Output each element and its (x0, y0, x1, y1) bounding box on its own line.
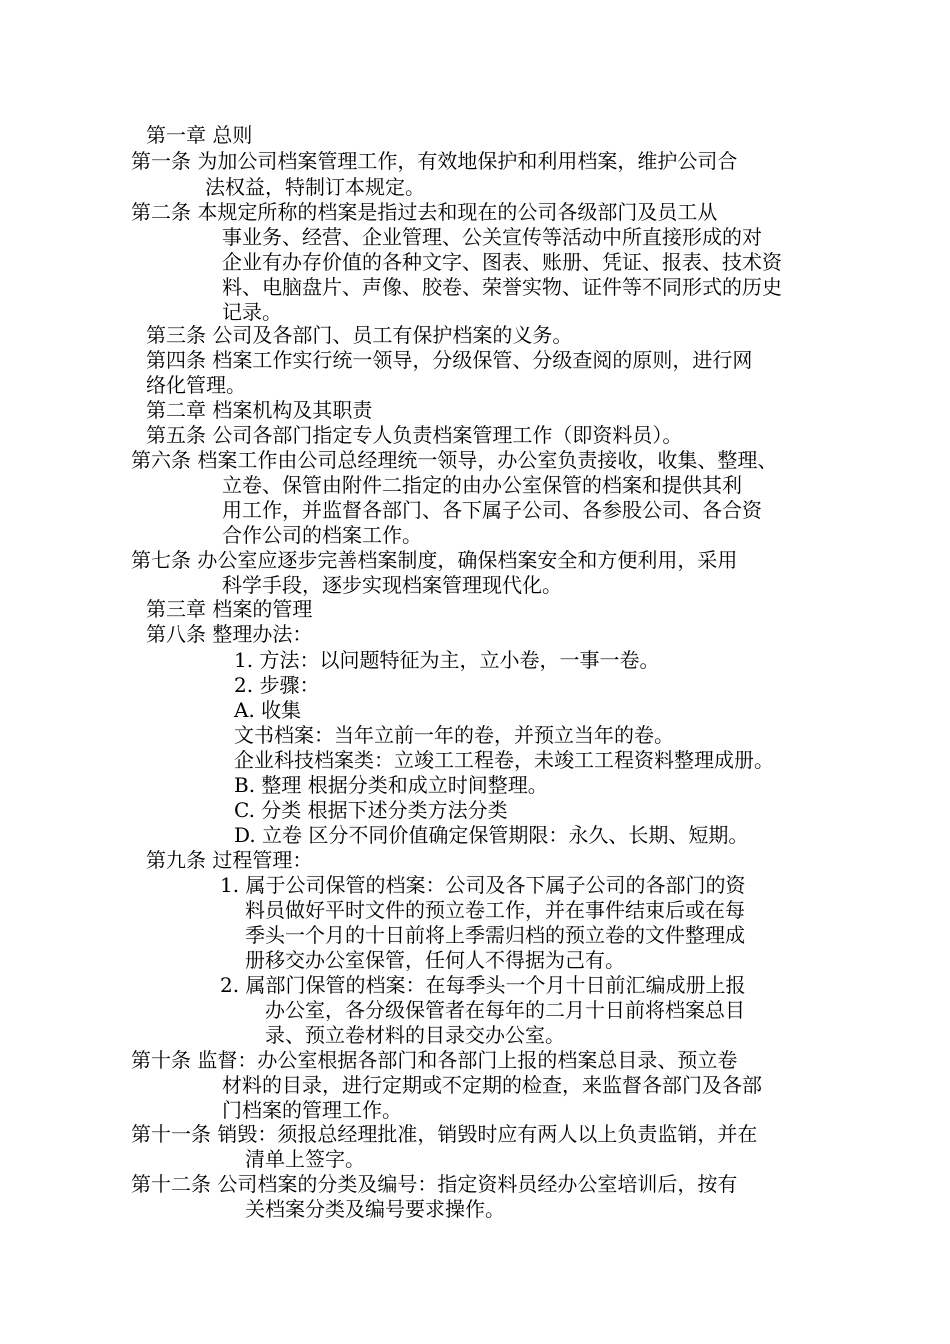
article-4-line-2: 络化管理。 (146, 373, 246, 397)
article-11-line-2: 清单上签字。 (245, 1147, 365, 1171)
article-9-item-1-line-2: 料员做好平时文件的预立卷工作，并在事件结束后或在每 (245, 898, 745, 922)
article-8-step-a-docs: 文书档案：当年立前一年的卷，并预立当年的卷。 (234, 723, 674, 747)
article-9-item-2-line-1: 2. 属部门保管的档案：在每季头一个月十日前汇编成册上报 (220, 973, 746, 997)
article-2-line-4: 料、电脑盘片、声像、胶卷、荣誉实物、证件等不同形式的历史 (222, 275, 782, 299)
article-3: 第三条 公司及各部门、员工有保护档案的义务。 (146, 323, 573, 347)
article-2-line-2: 事业务、经营、企业管理、公关宣传等活动中所直接形成的对 (222, 225, 762, 249)
article-8-item-2: 2. 步骤： (234, 673, 320, 697)
article-9-item-1-line-3: 季头一个月的十日前将上季需归档的预立卷的文件整理成 (245, 923, 745, 947)
article-8-step-a-tech: 企业科技档案类：立竣工工程卷，未竣工工程资料整理成册。 (234, 748, 774, 772)
article-9-item-1-line-4: 册移交办公室保管，任何人不得据为己有。 (245, 948, 625, 972)
article-7-line-2: 科学手段，逐步实现档案管理现代化。 (222, 573, 562, 597)
article-10-line-2: 材料的目录，进行定期或不定期的检查，来监督各部门及各部 (222, 1073, 762, 1097)
article-9-item-1-line-1: 1. 属于公司保管的档案：公司及各下属子公司的各部门的资 (220, 873, 746, 897)
article-8: 第八条 整理办法： (146, 622, 313, 646)
article-11-line-1: 第十一条 销毁：须报总经理批准，销毁时应有两人以上负责监销，并在 (131, 1122, 758, 1146)
article-9: 第九条 过程管理： (146, 848, 313, 872)
article-8-step-a: A. 收集 (234, 698, 302, 722)
article-2-line-3: 企业有办存价值的各种文字、图表、账册、凭证、报表、技术资 (222, 250, 782, 274)
article-2-line-1: 第二条 本规定所称的档案是指过去和现在的公司各级部门及员工从 (131, 200, 718, 224)
article-8-step-c: C. 分类 根据下述分类方法分类 (234, 798, 508, 822)
article-6-line-1: 第六条 档案工作由公司总经理统一领导，办公室负责接收，收集、整理、 (131, 448, 778, 472)
article-4-line-1: 第四条 档案工作实行统一领导，分级保管、分级查阅的原则，进行网 (146, 348, 753, 372)
article-6-line-4: 合作公司的档案工作。 (222, 523, 422, 547)
article-6-line-2: 立卷、保管由附件二指定的由办公室保管的档案和提供其利 (222, 473, 742, 497)
chapter-2-heading: 第二章 档案机构及其职责 (146, 398, 373, 422)
article-8-step-b: B. 整理 根据分类和成立时间整理。 (234, 773, 548, 797)
chapter-3-heading: 第三章 档案的管理 (146, 597, 313, 621)
article-1-line-1: 第一条 为加公司档案管理工作，有效地保护和利用档案，维护公司合 (131, 149, 738, 173)
article-10-line-3: 门档案的管理工作。 (222, 1098, 402, 1122)
article-12-line-2: 关档案分类及编号要求操作。 (245, 1197, 505, 1221)
article-6-line-3: 用工作，并监督各部门、各下属子公司、各参股公司、各合资 (222, 498, 762, 522)
article-8-step-d: D. 立卷 区分不同价值确定保管期限：永久、长期、短期。 (234, 823, 749, 847)
article-9-item-2-line-3: 录、预立卷材料的目录交办公室。 (265, 1023, 565, 1047)
article-1-line-2: 法权益，特制订本规定。 (205, 175, 425, 199)
article-7-line-1: 第七条 办公室应逐步完善档案制度，确保档案安全和方便利用，采用 (131, 548, 738, 572)
article-2-line-5: 记录。 (222, 300, 282, 324)
article-10-line-1: 第十条 监督：办公室根据各部门和各部门上报的档案总目录、预立卷 (131, 1048, 738, 1072)
chapter-1-heading: 第一章 总则 (146, 123, 253, 147)
article-12-line-1: 第十二条 公司档案的分类及编号：指定资料员经办公室培训后，按有 (131, 1172, 738, 1196)
article-8-item-1: 1. 方法：以问题特征为主，立小卷，一事一卷。 (234, 648, 660, 672)
article-9-item-2-line-2: 办公室，各分级保管者在每年的二月十日前将档案总目 (265, 998, 745, 1022)
article-5: 第五条 公司各部门指定专人负责档案管理工作（即资料员）。 (146, 423, 683, 447)
